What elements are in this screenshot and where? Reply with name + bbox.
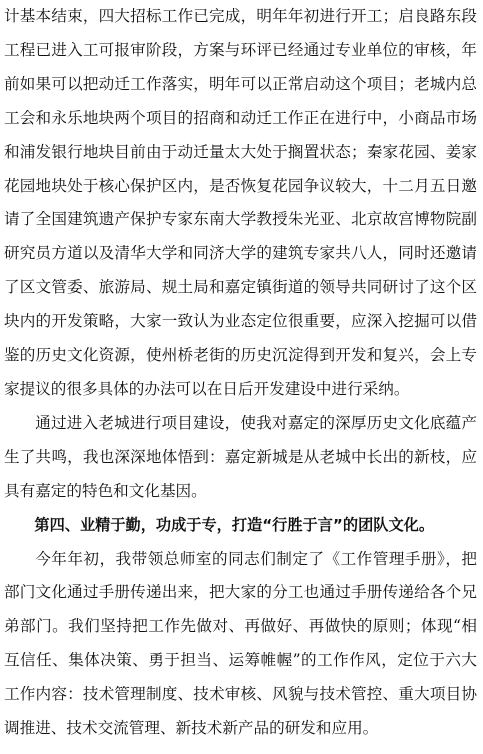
section-heading: 第四、业精于勤，功成于专，打造“行胜于言”的团队文化。 [34,515,435,534]
paragraph-work-manual: 今年年初，我带领总师室的同志们制定了《工作管理手册》，把部门文化通过手册传递出来，把大家的分工也通过手册传递给各个兄弟部门。我们坚持把工作先做对、再做好、再做快的原则；体现“相互信任、集体决策、勇于担当、运筹帷幄”的工作作风，定位于六大工作内容：技术管理制度、技术审核、风貌与技术管控、重大项目协调推进、技术交流管理、新技术新产品的研发和应用。 [4,549,477,738]
paragraph-old-city-reflection: 通过进入老城进行项目建设，使我对嘉定的深厚历史文化底蕴产生了共鸣，我也深深地体悟到：嘉定新城是从老城中长出的新枝，应具有嘉定的特色和文化基因。 [4,413,477,500]
paragraph-project-progress: 计基本结束，四大招标工作已完成，明年年初进行开工；启良路东段工程已进入工可报审阶段，方案与环评已经通过专业单位的审核，年前如果可以把动迁工作落实，明年可以正常启动这个项目；老城内总工会和永乐地块两个项目的招商和动迁工作正在进行中，小商品市场和浦发银行地块目前由于动迁量太大处于搁置状态；秦家花园、姜家花园地块处于核心保护区内，是否恢复花园争议较大，十二月五日邀请了全国建筑遗产保护专家东南大学教授朱光亚、北京故宫博物院副研究员方道以及清华大学和同济大学的建筑专家共八人，同时还邀请了区文管委、旅游局、规土局和嘉定镇街道的领导共同研讨了这个区块内的开发策略，大家一致认为业态定位很重要，应深入挖掘可以借鉴的历史文化资源，使州桥老街的历史沉淀得到开发和复兴，会上专家提议的很多具体的办法可以在日后开发建设中进行采纳。 [4,7,477,398]
